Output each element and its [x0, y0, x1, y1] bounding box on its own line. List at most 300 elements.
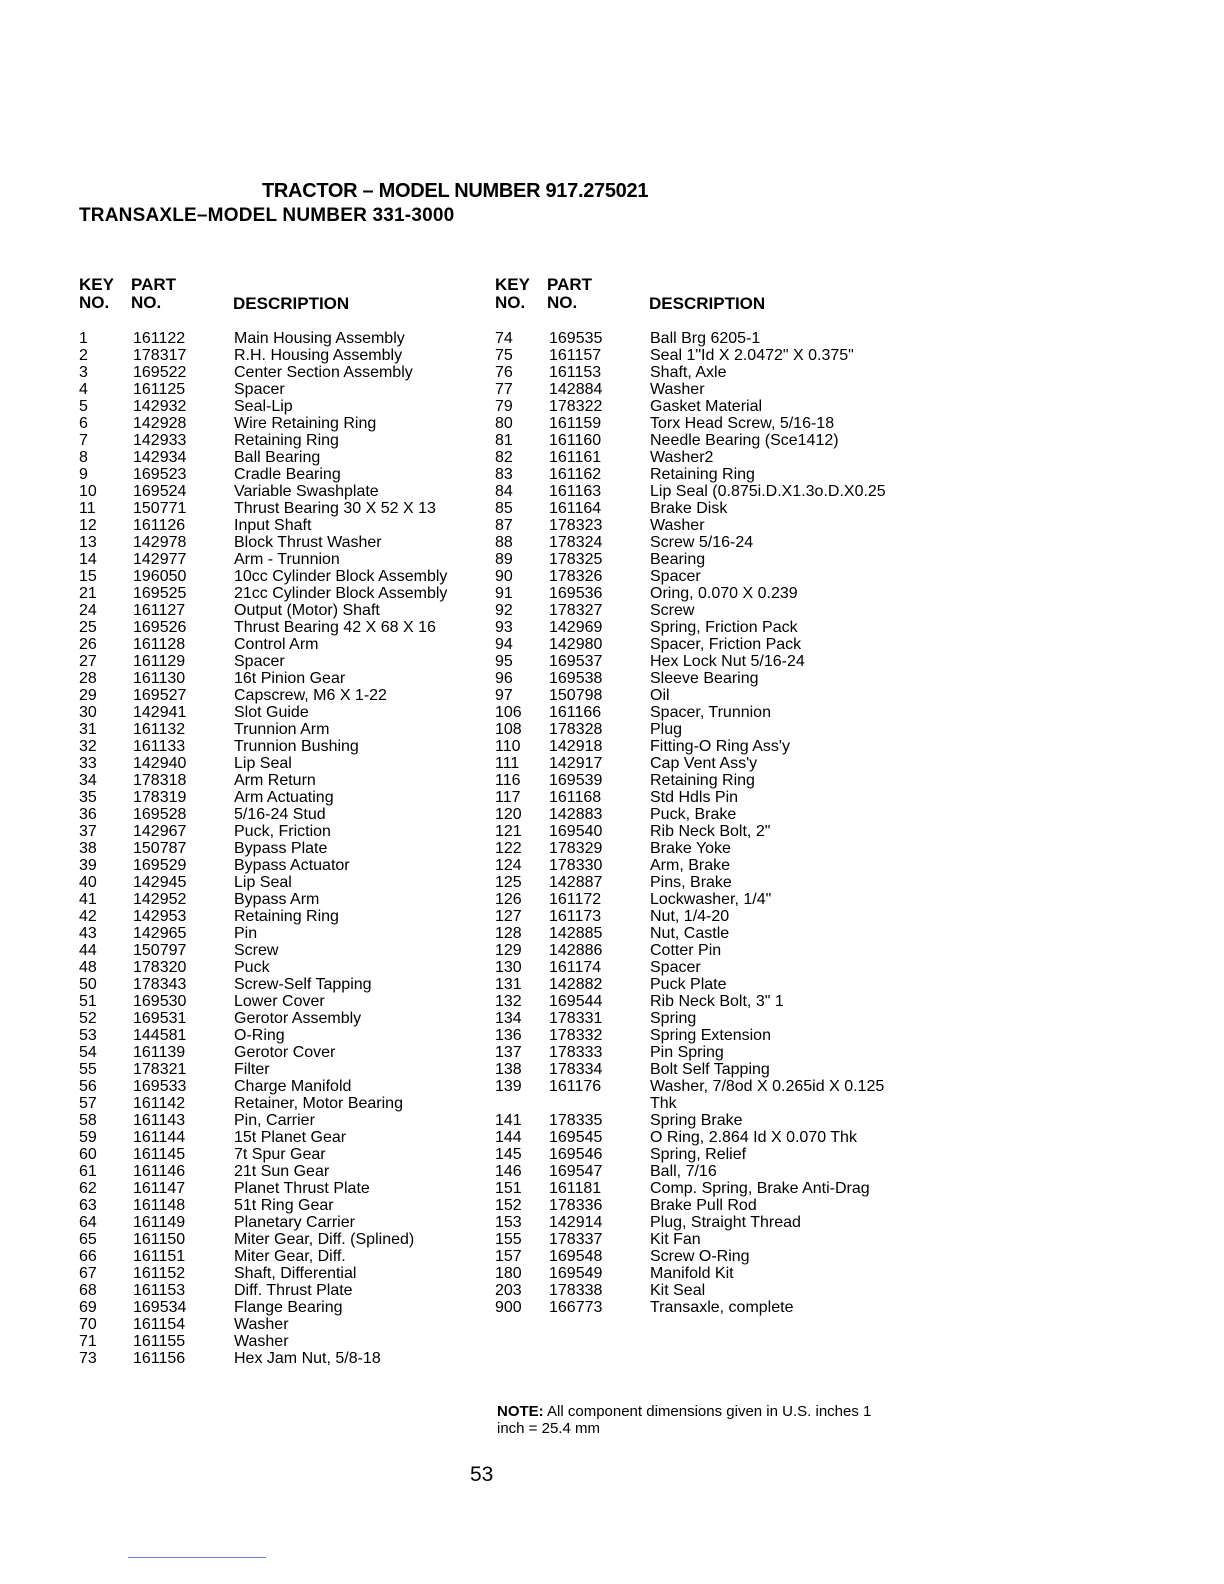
part-number: 169538	[549, 670, 603, 687]
part-number: 161139	[133, 1044, 186, 1061]
part-description: Slot Guide	[234, 704, 309, 721]
parts-row	[495, 704, 895, 721]
key-number: 151	[495, 1180, 522, 1197]
key-number: 74	[495, 330, 513, 347]
part-description: Washer	[650, 381, 705, 398]
part-description: Lower Cover	[234, 993, 325, 1010]
part-number: 142965	[133, 925, 187, 942]
parts-row	[79, 1282, 484, 1299]
parts-row	[495, 500, 895, 517]
key-number: 25	[79, 619, 97, 636]
part-description: Shaft, Differential	[234, 1265, 357, 1282]
key-number: 34	[79, 772, 97, 789]
key-number: 152	[495, 1197, 522, 1214]
part-number: 169547	[549, 1163, 603, 1180]
key-number: 33	[79, 755, 97, 772]
parts-row	[79, 959, 484, 976]
tractor-model-title: TRACTOR – MODEL NUMBER 917.275021	[262, 180, 649, 202]
part-number: 169522	[133, 364, 187, 381]
parts-column-right	[495, 276, 895, 1316]
parts-row	[79, 1010, 484, 1027]
part-description: Spring, Friction Pack	[650, 619, 798, 636]
parts-row	[495, 823, 895, 840]
part-description: Thrust Bearing 42 X 68 X 16	[234, 619, 436, 636]
part-description: Lip Seal	[234, 755, 292, 772]
parts-row	[495, 1061, 895, 1078]
parts-row	[79, 840, 484, 857]
parts-row	[495, 381, 895, 398]
part-number: 178332	[549, 1027, 603, 1044]
part-number: 161143	[133, 1112, 186, 1129]
part-number: 161156	[133, 1350, 186, 1367]
parts-row	[79, 976, 484, 993]
parts-row	[79, 330, 484, 347]
dimensions-note	[497, 1403, 897, 1437]
key-number: 13	[79, 534, 97, 551]
part-number: 161153	[549, 364, 602, 381]
part-number: 166773	[549, 1299, 603, 1316]
part-number: 178322	[549, 398, 603, 415]
part-description: Trunnion Bushing	[234, 738, 359, 755]
key-number: 5	[79, 398, 88, 415]
part-number: 161176	[549, 1078, 602, 1095]
part-description: Rib Neck Bolt, 3" 1	[650, 993, 784, 1010]
part-description: Fitting-O Ring Ass'y	[650, 738, 790, 755]
key-number: 71	[79, 1333, 97, 1350]
part-description: Bypass Arm	[234, 891, 320, 908]
part-number: 150797	[133, 942, 187, 959]
key-number: 54	[79, 1044, 97, 1061]
part-number: 161127	[133, 602, 186, 619]
part-number: 178317	[133, 347, 187, 364]
part-description: Std Hdls Pin	[650, 789, 739, 806]
parts-row	[79, 381, 484, 398]
parts-row	[79, 517, 484, 534]
part-number: 169536	[549, 585, 603, 602]
part-description: Gerotor Assembly	[234, 1010, 362, 1027]
transaxle-model-title: TRANSAXLE–MODEL NUMBER 331-3000	[79, 205, 455, 226]
part-number: 178334	[549, 1061, 603, 1078]
parts-row	[79, 1350, 484, 1367]
part-description: Spacer, Trunnion	[650, 704, 771, 721]
parts-row	[79, 500, 484, 517]
part-description: Screw	[234, 942, 279, 959]
part-number: 142885	[549, 925, 603, 942]
part-description: 21t Sun Gear	[234, 1163, 330, 1180]
part-description: Center Section Assembly	[234, 364, 413, 381]
part-number: 161155	[133, 1333, 186, 1350]
part-description: Planetary Carrier	[234, 1214, 355, 1231]
part-number: 142967	[133, 823, 187, 840]
part-description: 51t Ring Gear	[234, 1197, 334, 1214]
key-number: 85	[495, 500, 513, 517]
part-number: 178337	[549, 1231, 603, 1248]
key-number: 88	[495, 534, 513, 551]
description-header: DESCRIPTION	[233, 294, 350, 313]
part-description: Screw	[650, 602, 695, 619]
parts-row	[495, 721, 895, 738]
part-description: Control Arm	[234, 636, 319, 653]
parts-row	[495, 534, 895, 551]
key-number: 110	[495, 738, 521, 755]
part-description: Block Thrust Washer	[234, 534, 382, 551]
parts-row	[495, 1163, 895, 1180]
part-description: 16t Pinion Gear	[234, 670, 346, 687]
key-number: 70	[79, 1316, 97, 1333]
key-number: 137	[495, 1044, 522, 1061]
key-number: 29	[79, 687, 97, 704]
part-number: 178331	[549, 1010, 603, 1027]
parts-row	[79, 636, 484, 653]
part-number: 142953	[133, 908, 187, 925]
part-description: Kit Fan	[650, 1231, 701, 1248]
part-description: Bearing	[650, 551, 706, 568]
parts-row	[79, 874, 484, 891]
part-number: 169524	[133, 483, 187, 500]
part-number: 178325	[549, 551, 603, 568]
part-description: Needle Bearing (Sce1412)	[650, 432, 839, 449]
part-description: Lockwasher, 1/4"	[650, 891, 772, 908]
parts-row	[79, 806, 484, 823]
part-number: 161166	[549, 704, 602, 721]
parts-rows-right	[495, 330, 895, 1316]
part-description: Spring, Relief	[650, 1146, 747, 1163]
part-number: 142934	[133, 449, 187, 466]
parts-row	[79, 1044, 484, 1061]
part-description: 7t Spur Gear	[234, 1146, 326, 1163]
part-number: 142883	[549, 806, 603, 823]
key-number: 180	[495, 1265, 522, 1282]
part-description: Pin	[234, 925, 258, 942]
part-number: 178328	[549, 721, 603, 738]
key-number: 83	[495, 466, 513, 483]
parts-row	[79, 1248, 484, 1265]
parts-row	[495, 738, 895, 755]
part-number: 178343	[133, 976, 187, 993]
column-header	[79, 276, 484, 316]
part-description: R.H. Housing Assembly	[234, 347, 403, 364]
key-number: 9	[79, 466, 88, 483]
parts-row	[495, 1231, 895, 1248]
part-description: Arm - Trunnion	[234, 551, 340, 568]
part-no-header: PART NO.	[547, 275, 593, 312]
part-number: 169545	[549, 1129, 603, 1146]
parts-row	[495, 517, 895, 534]
part-number: 142914	[549, 1214, 603, 1231]
key-number: 43	[79, 925, 97, 942]
part-number: 178321	[133, 1061, 187, 1078]
key-number: 82	[495, 449, 513, 466]
part-description: Spring Brake	[650, 1112, 743, 1129]
part-number: 178335	[549, 1112, 603, 1129]
key-number: 31	[79, 721, 97, 738]
key-number: 77	[495, 381, 513, 398]
parts-row	[495, 568, 895, 585]
parts-row	[495, 1027, 895, 1044]
key-number: 134	[495, 1010, 522, 1027]
part-description: Retaining Ring	[234, 908, 339, 925]
description-header: DESCRIPTION	[649, 294, 766, 313]
part-description: Charge Manifold	[234, 1078, 352, 1095]
key-number: 42	[79, 908, 97, 925]
part-description: Plug	[650, 721, 683, 738]
part-description: Washer	[234, 1333, 289, 1350]
part-description: Torx Head Screw, 5/16-18	[650, 415, 835, 432]
key-number: 203	[495, 1282, 522, 1299]
parts-row	[495, 976, 895, 993]
key-number: 129	[495, 942, 522, 959]
parts-row	[495, 602, 895, 619]
part-description: Spacer	[650, 568, 701, 585]
part-description: Arm, Brake	[650, 857, 731, 874]
key-number: 136	[495, 1027, 522, 1044]
part-description: Bypass Plate	[234, 840, 328, 857]
part-number: 142980	[549, 636, 603, 653]
parts-row	[495, 1248, 895, 1265]
part-description: Spacer	[234, 653, 285, 670]
part-description: Capscrew, M6 X 1-22	[234, 687, 387, 704]
note-label: NOTE:	[497, 1403, 544, 1420]
key-number: 30	[79, 704, 97, 721]
key-number: 144	[495, 1129, 522, 1146]
key-number: 122	[495, 840, 522, 857]
part-number: 144581	[133, 1027, 187, 1044]
part-number: 169527	[133, 687, 187, 704]
part-description: Retaining Ring	[234, 432, 339, 449]
key-number: 128	[495, 925, 522, 942]
parts-row	[79, 466, 484, 483]
key-number: 96	[495, 670, 513, 687]
parts-row	[79, 687, 484, 704]
parts-row	[495, 1078, 895, 1112]
part-number: 142977	[133, 551, 187, 568]
key-number: 92	[495, 602, 513, 619]
part-description: Washer	[650, 517, 705, 534]
key-number: 39	[79, 857, 97, 874]
key-number: 21	[79, 585, 97, 602]
part-number: 161147	[133, 1180, 186, 1197]
key-number: 52	[79, 1010, 97, 1027]
key-number: 146	[495, 1163, 522, 1180]
part-description: Brake Pull Rod	[650, 1197, 757, 1214]
part-number: 161157	[549, 347, 602, 364]
part-description: Puck, Friction	[234, 823, 331, 840]
part-number: 161159	[549, 415, 602, 432]
key-number: 63	[79, 1197, 97, 1214]
part-number: 161125	[133, 381, 186, 398]
key-number: 94	[495, 636, 513, 653]
key-number: 67	[79, 1265, 97, 1282]
part-number: 161148	[133, 1197, 186, 1214]
part-description: Thrust Bearing 30 X 52 X 13	[234, 500, 436, 517]
key-number: 66	[79, 1248, 97, 1265]
key-number: 55	[79, 1061, 97, 1078]
part-description: Lip Seal (0.875i.D.X1.3o.D.X0.25	[650, 483, 886, 500]
part-number: 150771	[133, 500, 187, 517]
part-number: 161172	[549, 891, 602, 908]
part-number: 161163	[549, 483, 602, 500]
part-number: 169528	[133, 806, 187, 823]
key-number: 84	[495, 483, 513, 500]
key-number: 93	[495, 619, 513, 636]
part-description: Lip Seal	[234, 874, 292, 891]
parts-row	[79, 551, 484, 568]
key-number: 117	[495, 789, 521, 806]
key-number: 60	[79, 1146, 97, 1163]
parts-row	[495, 585, 895, 602]
part-number: 161174	[549, 959, 602, 976]
key-number: 48	[79, 959, 97, 976]
part-number: 161152	[133, 1265, 186, 1282]
part-number: 150798	[549, 687, 603, 704]
part-description: Bypass Actuator	[234, 857, 350, 874]
part-description: Flange Bearing	[234, 1299, 343, 1316]
key-number: 41	[79, 891, 97, 908]
key-number: 81	[495, 432, 513, 449]
parts-row	[79, 1146, 484, 1163]
parts-row	[79, 1265, 484, 1282]
parts-row	[79, 1333, 484, 1350]
part-description: Gasket Material	[650, 398, 763, 415]
part-number: 169537	[549, 653, 603, 670]
key-number: 106	[495, 704, 522, 721]
part-number: 178336	[549, 1197, 603, 1214]
part-number: 161122	[133, 330, 186, 347]
parts-row	[495, 772, 895, 789]
parts-row	[495, 670, 895, 687]
parts-row	[79, 534, 484, 551]
parts-row	[79, 568, 484, 585]
key-number: 900	[495, 1299, 522, 1316]
key-number: 57	[79, 1095, 97, 1112]
key-number: 4	[79, 381, 88, 398]
key-number: 139	[495, 1078, 522, 1095]
key-number: 15	[79, 568, 97, 585]
key-number: 141	[495, 1112, 522, 1129]
part-description: Retainer, Motor Bearing	[234, 1095, 403, 1112]
parts-row	[495, 364, 895, 381]
part-number: 169534	[133, 1299, 187, 1316]
key-number: 111	[495, 755, 520, 772]
key-number: 75	[495, 347, 513, 364]
part-number: 142932	[133, 398, 187, 415]
part-description: Manifold Kit	[650, 1265, 734, 1282]
part-number: 142941	[133, 704, 187, 721]
part-description: Cap Vent Ass'y	[650, 755, 758, 772]
parts-row	[495, 1214, 895, 1231]
key-number: 90	[495, 568, 513, 585]
parts-row	[495, 1299, 895, 1316]
part-description: Sleeve Bearing	[650, 670, 759, 687]
parts-row	[79, 415, 484, 432]
part-description: Wire Retaining Ring	[234, 415, 377, 432]
part-number: 142978	[133, 534, 187, 551]
key-number: 124	[495, 857, 522, 874]
part-description: Input Shaft	[234, 517, 312, 534]
parts-row	[79, 704, 484, 721]
key-number: 132	[495, 993, 522, 1010]
key-number: 53	[79, 1027, 97, 1044]
key-number: 10	[79, 483, 97, 500]
part-number: 169531	[133, 1010, 187, 1027]
parts-row	[79, 1163, 484, 1180]
key-number: 95	[495, 653, 513, 670]
key-number: 73	[79, 1350, 97, 1367]
part-description: Planet Thrust Plate	[234, 1180, 370, 1197]
note-text: All component dimensions given in U.S. inches 1 inch = 25.4 mm	[497, 1403, 872, 1437]
part-description: Arm Actuating	[234, 789, 334, 806]
part-description: Trunnion Arm	[234, 721, 330, 738]
key-number: 145	[495, 1146, 522, 1163]
column-header	[495, 276, 895, 316]
part-description: Brake Yoke	[650, 840, 731, 857]
key-number: 64	[79, 1214, 97, 1231]
parts-row	[79, 993, 484, 1010]
parts-row	[79, 1231, 484, 1248]
part-description: Gerotor Cover	[234, 1044, 336, 1061]
part-description: Retaining Ring	[650, 466, 755, 483]
key-number: 130	[495, 959, 522, 976]
part-description: Spacer	[650, 959, 701, 976]
parts-row	[79, 347, 484, 364]
part-description: Miter Gear, Diff.	[234, 1248, 346, 1265]
key-number: 120	[495, 806, 522, 823]
part-description: Seal-Lip	[234, 398, 293, 415]
part-description: Hex Lock Nut 5/16-24	[650, 653, 805, 670]
parts-row	[79, 670, 484, 687]
key-number: 62	[79, 1180, 97, 1197]
key-number: 65	[79, 1231, 97, 1248]
part-number: 142933	[133, 432, 187, 449]
part-description: Filter	[234, 1061, 270, 1078]
parts-row	[495, 874, 895, 891]
parts-row	[495, 398, 895, 415]
part-description: Ball Brg 6205-1	[650, 330, 761, 347]
parts-row	[79, 857, 484, 874]
key-number: 68	[79, 1282, 97, 1299]
key-number: 131	[495, 976, 522, 993]
part-number: 169539	[549, 772, 603, 789]
part-description: Spacer, Friction Pack	[650, 636, 802, 653]
parts-row	[495, 1282, 895, 1299]
parts-row	[495, 857, 895, 874]
parts-row	[495, 1112, 895, 1129]
part-number: 169525	[133, 585, 187, 602]
part-number: 161164	[549, 500, 602, 517]
parts-row	[495, 636, 895, 653]
part-number: 142918	[549, 738, 603, 755]
key-number: 38	[79, 840, 97, 857]
part-number: 169529	[133, 857, 187, 874]
key-no-header: KEY NO.	[495, 275, 530, 312]
part-number: 196050	[133, 568, 187, 585]
parts-row	[79, 364, 484, 381]
part-description: Pin Spring	[650, 1044, 724, 1061]
part-number: 178318	[133, 772, 187, 789]
part-number: 161128	[133, 636, 186, 653]
parts-row	[79, 432, 484, 449]
part-number: 142952	[133, 891, 187, 908]
part-description: 15t Planet Gear	[234, 1129, 347, 1146]
part-description: Pin, Carrier	[234, 1112, 315, 1129]
parts-row	[79, 1095, 484, 1112]
parts-row	[495, 840, 895, 857]
part-description: 21cc Cylinder Block Assembly	[234, 585, 448, 602]
part-number: 142940	[133, 755, 187, 772]
key-number: 87	[495, 517, 513, 534]
parts-row	[495, 687, 895, 704]
part-number: 169540	[549, 823, 603, 840]
